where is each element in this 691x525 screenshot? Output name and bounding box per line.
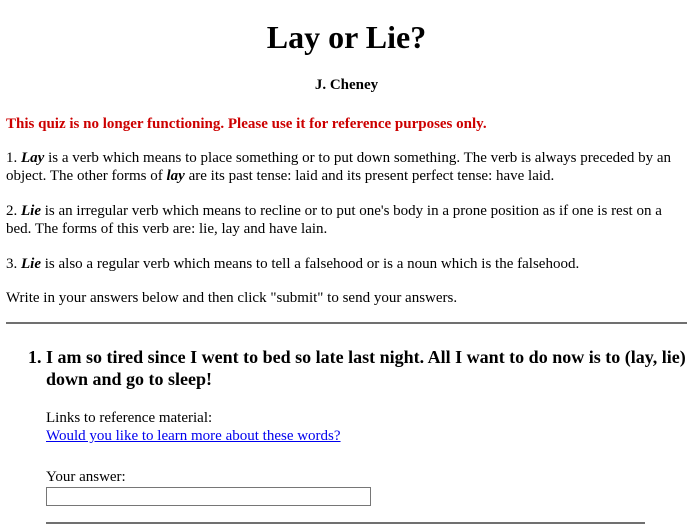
question-list xyxy=(6,346,687,390)
definition-text: is a verb which means to place something or to put down something. The verb is always preceded by an object. The other forms of xyxy=(6,150,671,184)
answer-label: Your answer: xyxy=(46,469,126,485)
definition-term-inline: lay xyxy=(166,168,185,184)
instructions: Write in your answers below and then click "submit" to send your answers. xyxy=(6,290,458,306)
definition-text: is also a regular verb which means to tell a falsehood or is a noun which is the falsehood. xyxy=(41,256,580,272)
reference-link[interactable]: Would you like to learn more about these words? xyxy=(46,428,341,444)
definition-number: 2. xyxy=(6,203,18,219)
question-text: I am so tired since I went to bed so late last night. All I want to do now is to (lay, lie) down and go to sleep! xyxy=(46,347,686,389)
page-title: Lay or Lie? xyxy=(266,19,427,55)
section-divider xyxy=(6,322,687,324)
answer-input[interactable] xyxy=(46,487,371,506)
definition-lay xyxy=(6,149,687,185)
definition-number: 3. xyxy=(6,256,18,272)
author-name: J. Cheney xyxy=(314,77,379,93)
definition-number: 1. xyxy=(6,150,18,166)
definition-term: Lie xyxy=(21,256,41,272)
definition-lie-falsehood xyxy=(6,255,687,273)
definition-lie-recline xyxy=(6,202,687,238)
definition-term: Lay xyxy=(21,150,45,166)
reference-label: Links to reference material: xyxy=(46,410,213,426)
definition-text-end: are its past tense: laid and its present perfect tense: have laid. xyxy=(184,168,555,184)
question-divider xyxy=(46,522,645,524)
question-1 xyxy=(46,346,687,390)
definition-text: is an irregular verb which means to recline or to put one's body in a prone position as if one is rest on a bed. The forms of this verb are: lie, lay and have lain. xyxy=(6,203,662,237)
definition-term: Lie xyxy=(21,203,41,219)
question-1-details xyxy=(46,409,687,506)
deprecation-notice: This quiz is no longer functioning. Please use it for reference purposes only. xyxy=(6,116,487,132)
